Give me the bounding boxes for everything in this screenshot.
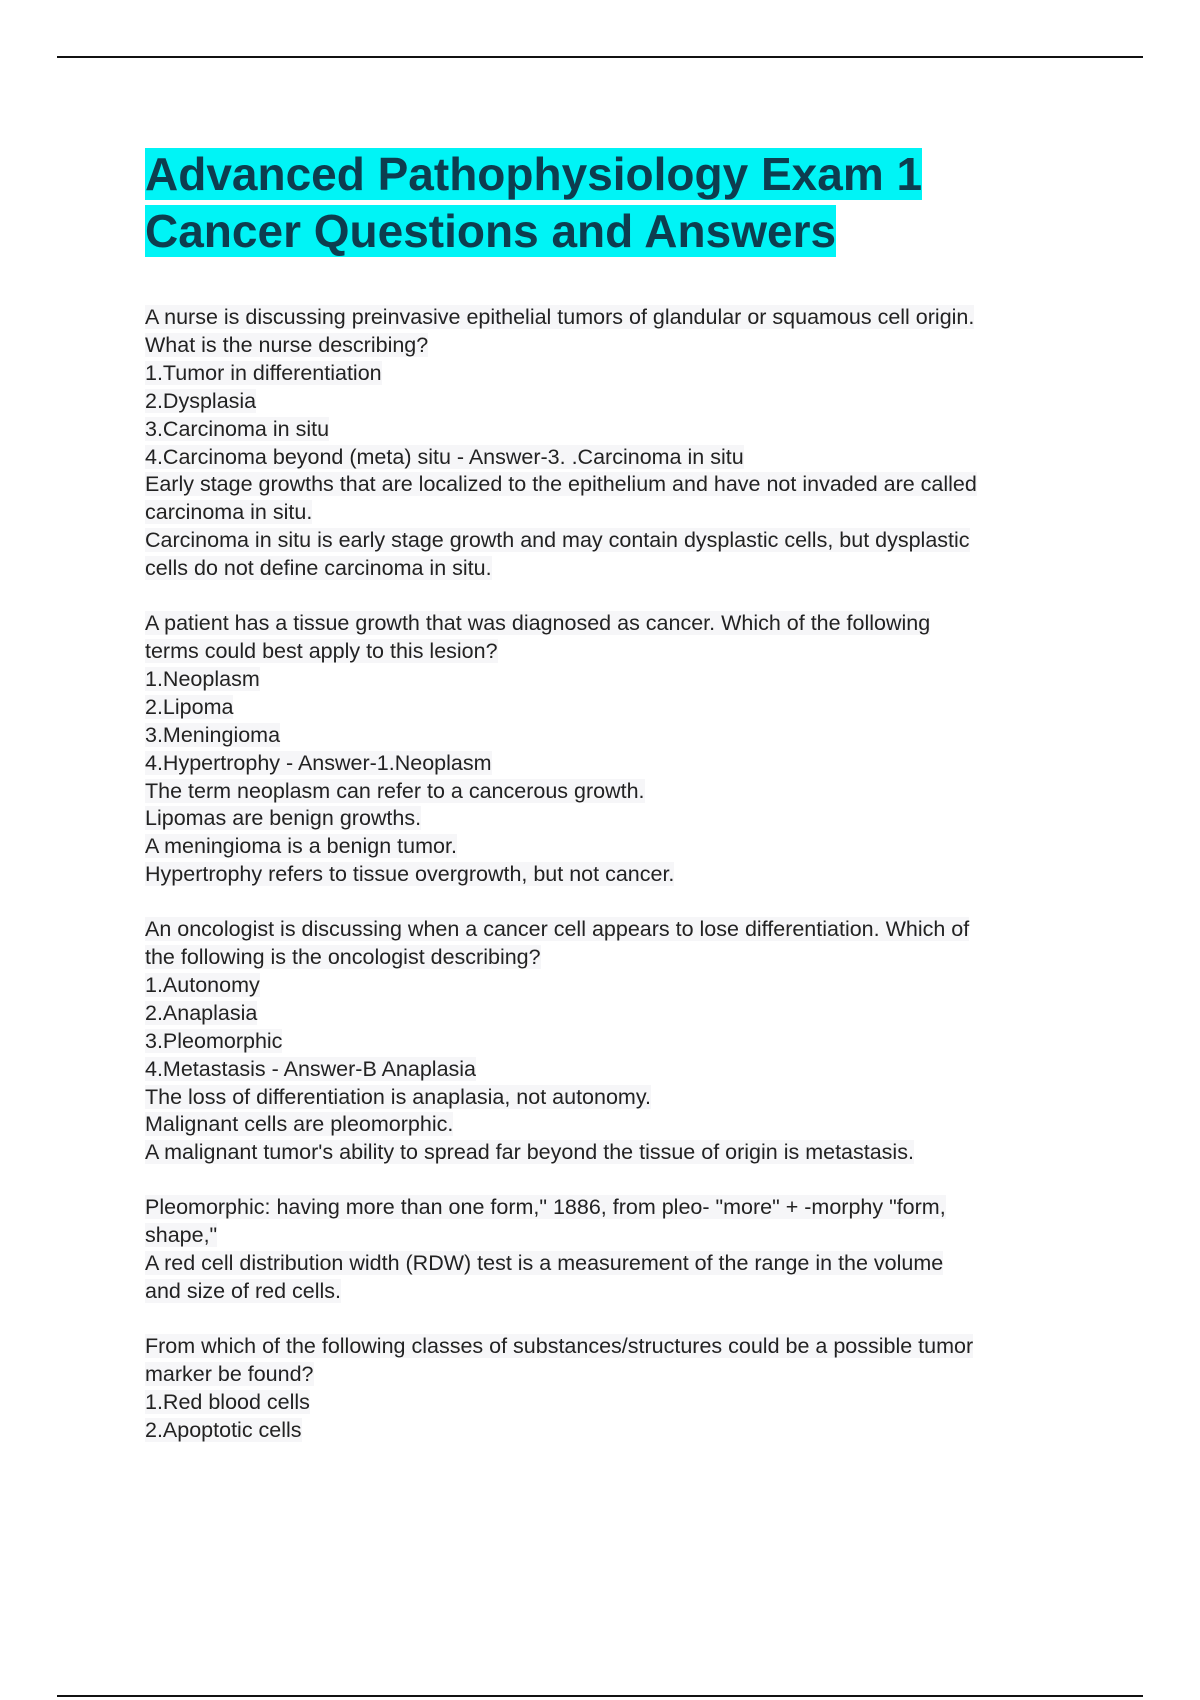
qa-line-text: The loss of differentiation is anaplasia, not autonomy. — [145, 1084, 651, 1109]
qa-line — [145, 1139, 1085, 1167]
qa-block — [145, 916, 1085, 1167]
qa-line — [145, 1111, 1085, 1139]
qa-line — [145, 666, 1085, 694]
qa-line — [145, 527, 1085, 555]
qa-line-text: A patient has a tissue growth that was diagnosed as cancer. Which of the following — [145, 611, 931, 636]
qa-line-text: Pleomorphic: having more than one form," 1886, from pleo- "more" + -morphy "form, — [145, 1195, 946, 1220]
qa-line — [145, 1250, 1085, 1278]
qa-block — [145, 1333, 1085, 1445]
title-line-1: Advanced Pathophysiology Exam 1 — [145, 148, 923, 200]
qa-line-text: 2.Lipoma — [145, 694, 234, 719]
qa-line — [145, 1084, 1085, 1112]
qa-line-text: marker be found? — [145, 1361, 314, 1386]
qa-line — [145, 916, 1085, 944]
qa-line-text: Malignant cells are pleomorphic. — [145, 1112, 454, 1137]
qa-line — [145, 1361, 1085, 1389]
qa-line — [145, 444, 1085, 472]
qa-line-text: A nurse is discussing preinvasive epithelial tumors of glandular or squamous cell origin. — [145, 305, 975, 329]
qa-line-text: 4.Hypertrophy - Answer-1.Neoplasm — [145, 750, 492, 775]
qa-line-text: An oncologist is discussing when a cancer cell appears to lose differentiation. Which of — [145, 917, 970, 942]
qa-line-text: 4.Carcinoma beyond (meta) situ - Answer-3. .Carcinoma in situ — [145, 444, 744, 469]
qa-line-text: carcinoma in situ. — [145, 500, 313, 525]
qa-line — [145, 1417, 1085, 1445]
qa-line-text: From which of the following classes of substances/structures could be a possible tumor — [145, 1333, 974, 1358]
qa-line — [145, 722, 1085, 750]
qa-line-text: The term neoplasm can refer to a cancerous growth. — [145, 778, 645, 803]
qa-line-text: and size of red cells. — [145, 1279, 341, 1303]
qa-line — [145, 805, 1085, 833]
qa-line-text: cells do not define carcinoma in situ. — [145, 556, 492, 581]
qa-line — [145, 1194, 1085, 1222]
qa-block — [145, 610, 1085, 889]
qa-line — [145, 1028, 1085, 1056]
qa-line-text: 2.Anaplasia — [145, 1000, 258, 1025]
title-line-2: Cancer Questions and Answers — [145, 205, 837, 257]
qa-line-text: 4.Metastasis - Answer-B Anaplasia — [145, 1056, 477, 1081]
qa-line-text: A meningioma is a benign tumor. — [145, 834, 457, 859]
qa-line — [145, 1222, 1085, 1250]
qa-line-text: Hypertrophy refers to tissue overgrowth, but not cancer. — [145, 862, 675, 887]
qa-block — [145, 304, 1085, 583]
qa-line-text: terms could best apply to this lesion? — [145, 638, 498, 663]
qa-line — [145, 1000, 1085, 1028]
top-rule — [57, 56, 1143, 58]
qa-line — [145, 332, 1085, 360]
qa-line-text: Lipomas are benign growths. — [145, 806, 422, 831]
qa-line-text: the following is the oncologist describing? — [145, 945, 541, 970]
qa-line-text: Carcinoma in situ is early stage growth and may contain dysplastic cells, but dysplastic — [145, 528, 970, 553]
bottom-rule — [57, 1695, 1143, 1697]
qa-line-text: 3.Pleomorphic — [145, 1028, 283, 1053]
qa-line — [145, 388, 1085, 416]
qa-line — [145, 555, 1085, 583]
qa-line — [145, 638, 1085, 666]
qa-line-text: 2.Apoptotic cells — [145, 1417, 302, 1442]
qa-line-text: 3.Meningioma — [145, 722, 281, 747]
qa-line — [145, 416, 1085, 444]
qa-block — [145, 1194, 1085, 1306]
qa-line-text: shape," — [145, 1223, 218, 1248]
document-title — [145, 146, 1085, 260]
qa-line-text: Early stage growths that are localized to the epithelium and have not invaded are called — [145, 472, 977, 497]
qa-line — [145, 833, 1085, 861]
qa-line-text: 3.Carcinoma in situ — [145, 416, 330, 441]
qa-line — [145, 610, 1085, 638]
qa-line — [145, 471, 1085, 499]
qa-line-text: 1.Tumor in differentiation — [145, 360, 382, 385]
qa-line-text: 2.Dysplasia — [145, 388, 257, 413]
qa-line-text: 1.Neoplasm — [145, 666, 260, 691]
qa-line — [145, 1333, 1085, 1361]
qa-line — [145, 1278, 1085, 1306]
qa-line — [145, 360, 1085, 388]
qa-line — [145, 1056, 1085, 1084]
qa-line-text: What is the nurse describing? — [145, 332, 429, 357]
qa-line-text: A malignant tumor's ability to spread far beyond the tissue of origin is metastasis. — [145, 1140, 914, 1165]
qa-list — [145, 304, 1085, 1445]
qa-line — [145, 750, 1085, 778]
qa-line — [145, 778, 1085, 806]
qa-line — [145, 304, 1085, 332]
qa-line-text: A red cell distribution width (RDW) test is a measurement of the range in the volume — [145, 1251, 944, 1276]
document-body — [145, 146, 1085, 1472]
qa-line — [145, 499, 1085, 527]
qa-line — [145, 972, 1085, 1000]
qa-line — [145, 861, 1085, 889]
qa-line — [145, 1389, 1085, 1417]
qa-line-text: 1.Red blood cells — [145, 1389, 310, 1414]
qa-line — [145, 694, 1085, 722]
qa-line-text: 1.Autonomy — [145, 972, 260, 997]
qa-line — [145, 944, 1085, 972]
